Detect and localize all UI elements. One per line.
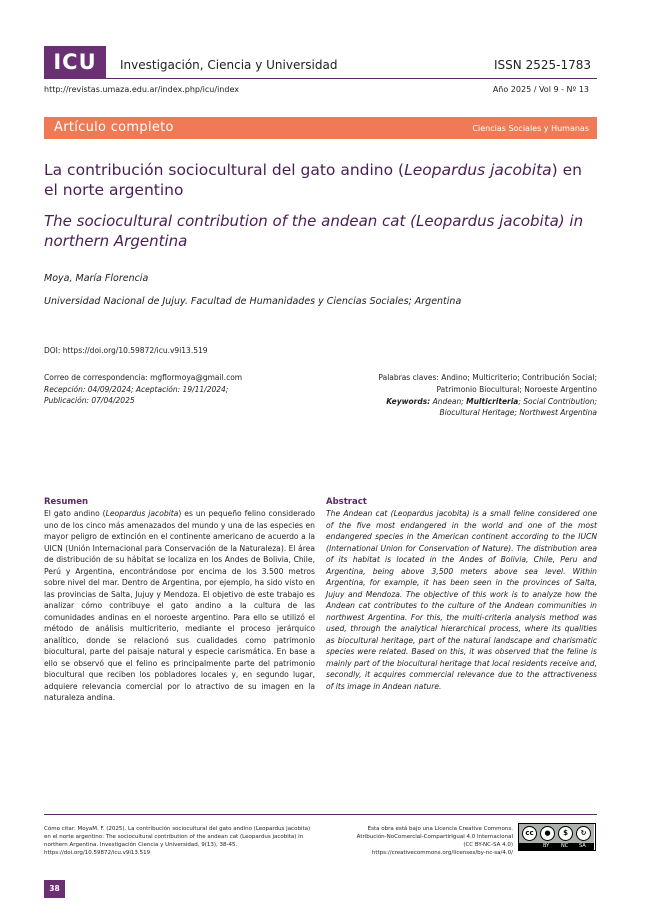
by-label: BY bbox=[543, 843, 550, 849]
issue-info: Año 2025 / Vol 9 - Nº 13 bbox=[492, 85, 589, 94]
footer-divider bbox=[44, 814, 597, 815]
author: Moya, María Florencia bbox=[44, 273, 149, 284]
keywords-es-list: Andino; Multicriterio; Contribución Social; bbox=[438, 373, 597, 382]
journal-header bbox=[44, 46, 597, 79]
title-english: The sociocultural contribution of the andean cat (Leopardus jacobita) in northern Argentina bbox=[44, 212, 584, 250]
sa-label: SA bbox=[579, 843, 586, 849]
title-es-before: La contribución sociocultural del gato andino ( bbox=[44, 161, 405, 179]
title-spanish bbox=[44, 160, 599, 200]
title-es-species: Leopardus jacobita bbox=[404, 161, 552, 179]
article-type-band bbox=[44, 117, 597, 139]
journal-name: Investigación, Ciencia y Universidad bbox=[120, 58, 338, 72]
keywords-en-c: ; Social Contribution; bbox=[518, 396, 597, 406]
received-date: Recepción: 04/09/2024; Aceptación: 19/11/2024; bbox=[44, 384, 229, 394]
article-type: Artículo completo bbox=[54, 120, 174, 135]
abstract-section bbox=[326, 497, 597, 692]
page-number: 38 bbox=[44, 880, 65, 898]
resumen-text-a: El gato andino ( bbox=[44, 509, 106, 518]
cc-badge-top bbox=[519, 824, 594, 843]
journal-url[interactable]: http://revistas.umaza.edu.ar/index.php/icu/index bbox=[44, 85, 239, 94]
license-line-1: Esta obra está bajo una Licencia Creative Commons. bbox=[367, 826, 513, 832]
keywords-es-line1 bbox=[297, 372, 597, 384]
sa-share-icon: ↻ bbox=[576, 826, 591, 841]
keywords-en-b: Multicriteria bbox=[466, 396, 519, 406]
cc-license-badge[interactable] bbox=[518, 823, 596, 851]
nc-dollar-icon: $ bbox=[558, 826, 573, 841]
license-line-2: Atribución-NoComercial-CompartirIgual 4.0 Internacional bbox=[356, 834, 513, 840]
article-section: Ciencias Sociales y Humanas bbox=[472, 124, 589, 133]
title-es-after: ) en el norte argentino bbox=[44, 161, 582, 199]
by-person-icon: ● bbox=[540, 826, 555, 841]
doi[interactable]: DOI: https://doi.org/10.59872/icu.v9i13.519 bbox=[44, 346, 208, 355]
affiliation: Universidad Nacional de Jujuy. Facultad de Humanidades y Ciencias Sociales; Argentina bbox=[44, 296, 462, 307]
correspondence: Correo de correspondencia: mgflormoya@gmail.com bbox=[44, 373, 243, 382]
keywords-en-line1 bbox=[297, 396, 597, 408]
license-line-3: (CC BY-NC-SA 4.0) bbox=[463, 842, 513, 848]
published-date: Publicación: 07/04/2025 bbox=[44, 396, 135, 405]
license-url[interactable]: https://creativecommons.org/licenses/by-nc-sa/4.0/ bbox=[371, 850, 513, 856]
issn: ISSN 2525-1783 bbox=[494, 58, 591, 72]
article-meta bbox=[44, 372, 242, 407]
abstract-text: The Andean cat (Leopardus jacobita) is a small feline considered one of the five most endangered in the world and one of the most endangered species in the American continent according to the IUCN (International Union for Conservation of Nature). The distribution area of its habitat is located in the Andes of Bolivia, Chile, Peru and Argentina, being above 3,500 meters above sea level. Within Argentina, for example, it has been seen in the provinces of Salta, Jujuy and Mendoza. The objective of this work is to analyze how the Andean cat contributes to the culture of the Andean communities in northwest Argentina. For this, the multi-criteria analysis method was used, through the analytical hierarchical process, where its qualities as biocultural heritage, part of the natural landscape and charismatic species were related. Based on this, it was observed that the feline is mainly part of the biocultural heritage that local residents receive and, secondly, it acquires commercial relevance due to the attractiveness of its image in Andean nature. bbox=[326, 509, 597, 691]
abstract-heading: Abstract bbox=[326, 497, 367, 507]
keywords-en-line2: Biocultural Heritage; Northwest Argentina bbox=[439, 408, 597, 418]
resumen-section bbox=[44, 497, 315, 704]
keywords-en-label: Keywords: bbox=[386, 396, 431, 406]
resumen-heading: Resumen bbox=[44, 497, 89, 507]
keywords-es-line2: Patrimonio Biocultural; Noroeste Argentino bbox=[436, 384, 597, 394]
keywords-en-a: Andean; bbox=[430, 396, 467, 406]
how-to-cite: Cómo citar: MoyaM. F. (2025). La contribución sociocultural del gato andino (Leopardus jacobita) en el norte argentino: The sociocultural contribution of the andean cat (Leopardus jacobita) in northern Argentina. Investigación Ciencia y Universidad, 9(13), 38-45. https://doi.org/10.59872/icu.v9i13.519 bbox=[44, 826, 311, 856]
nc-label: NC bbox=[561, 843, 569, 849]
keywords bbox=[297, 372, 597, 419]
keywords-es-label: Palabras claves: bbox=[378, 373, 439, 382]
resumen-text bbox=[44, 508, 315, 704]
cc-icon: cc bbox=[522, 826, 537, 841]
journal-logo: ICU bbox=[44, 46, 106, 79]
resumen-species: Leopardus jacobita bbox=[105, 509, 179, 518]
resumen-text-b: ) es un pequeño felino considerado uno de los cinco más amenazados del mundo y una de las especies en mayor peligro de extinción en el continente americano de acuerdo a la UICN (Unión Internacional para Conservación de la Naturaleza). El área de distribución de su hábitat se localiza en los Andes de Bolivia, Chile, Perú y Argentina, encontrándose por encima de los 3.500 metros sobre nivel del mar. Dentro de Argentina, por ejemplo, ha sido visto en las provincias de Salta, Jujuy y Mendoza. El objetivo de este trabajo es analizar cómo contribuye el gato andino a la cultura de las comunidades andinas en el noroeste argentino. Para ello se utilizó el método de análisis multicriterio, mediante el proceso jerárquico analítico, donde se relacionó sus cualidades como patrimonio biocultural, parte del paisaje natural y especie carismática. En base a ello se observó que el felino es principalmente parte del patrimonio biocultural que reciben los pobladores locales y, en segundo lugar, adquiere relevancia comercial por lo atractivo de su imagen en la naturaleza andina. bbox=[44, 509, 315, 702]
license-text bbox=[340, 825, 513, 857]
cc-badge-labels bbox=[519, 843, 594, 850]
